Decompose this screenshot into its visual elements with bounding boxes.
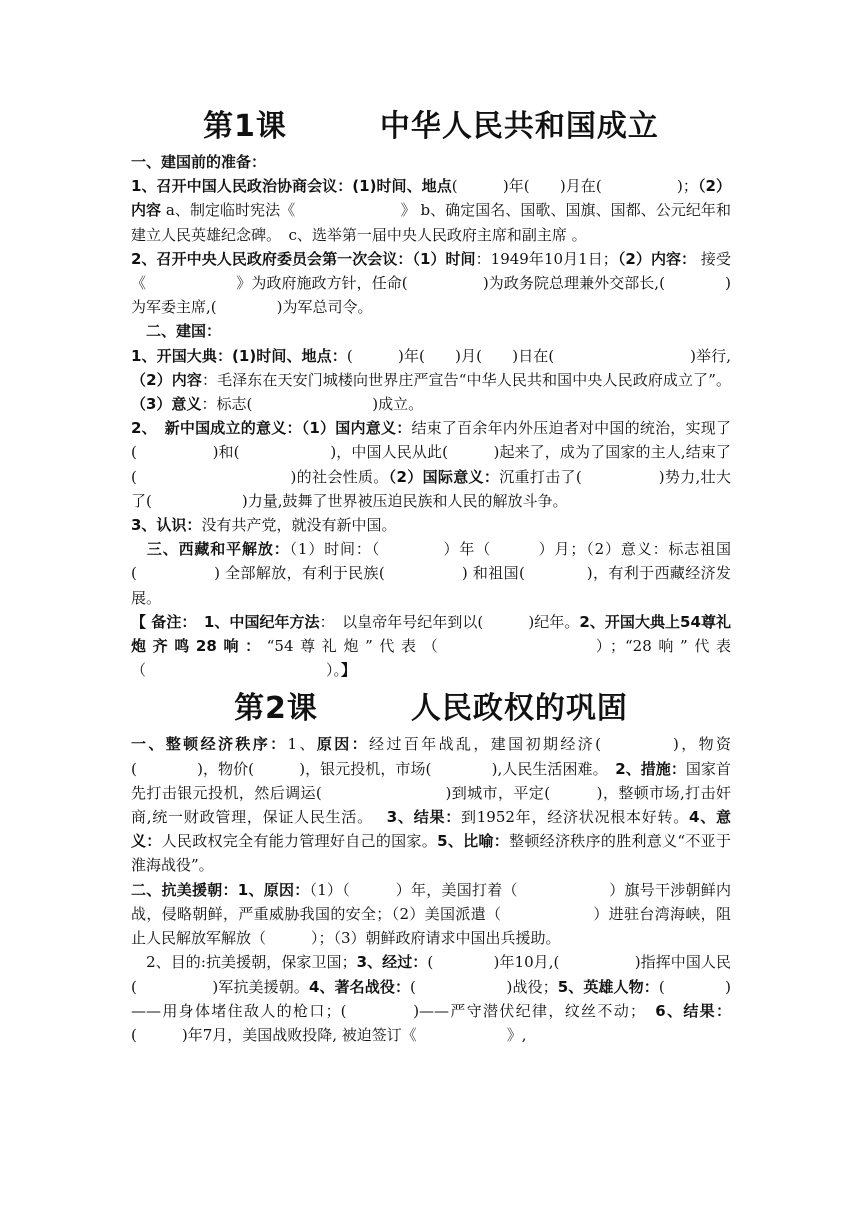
bold-run: 6、结果： <box>655 1001 731 1020</box>
text-run: （1）（ ）年，美国打着（ ）旗号干涉朝鲜内战，侵略朝鲜，严重威胁我国的安全；（2）美国派遣（ ）进驻台湾海峡，阻止人民解放军解放（ ）；（3）朝鲜政府请求中国出兵援助。 <box>131 880 731 948</box>
lesson2-paragraph <box>131 732 731 877</box>
text-run: ( )年7月，美国战败投降, 被迫签订《 》, <box>131 1025 527 1044</box>
lesson1-paragraph <box>131 537 731 610</box>
bold-run: （2）国际意义： <box>388 467 500 486</box>
lesson1-title: 第1课 中华人民共和国成立 <box>203 109 659 144</box>
text-run: ：标志( )成立。 <box>201 395 424 414</box>
text-run: ( )年10月,( )指挥中国人民( )军抗美援朝。 <box>131 953 732 996</box>
bold-run: 一、建国前的准备： <box>131 153 267 171</box>
lesson1-paragraph <box>131 513 731 537</box>
lesson1-paragraph <box>131 319 731 343</box>
bold-run: （3）意义 <box>131 395 202 414</box>
bold-run: 3、认识： <box>131 516 202 535</box>
text-run: ：1949年10月1日； <box>475 249 618 268</box>
bold-run: （2）内容 <box>131 177 731 220</box>
bold-run: 5、英雄人物： <box>557 977 659 996</box>
lesson1-paragraph <box>131 610 731 683</box>
bold-run: 2、开国大典上54尊礼炮齐鸣28响： <box>131 612 731 656</box>
lesson1-paragraph <box>131 416 731 513</box>
lesson1-paragraph <box>131 247 731 320</box>
bold-run: 1、开国大典：(1)时间、地点： <box>131 346 347 365</box>
lesson1-paragraph <box>131 150 731 174</box>
text-run: ( )——用身体堵住敌人的枪口；( )——严守潜伏纪律，纹丝不动； <box>131 977 731 1020</box>
text-run: 整顿经济秩序的胜利意义“不亚于淮海战役”。 <box>131 832 731 875</box>
text-run: ：毛泽东在天安门城楼向世界庄严宣告“中华人民共和国中央人民政府成立了”。 <box>201 370 732 389</box>
text-run: 沉重打击了( )势力,壮大了( )力量,鼓舞了世界被压迫民族和人民的解放斗争。 <box>131 467 731 510</box>
bold-run: 1、召开中国人民政治协商会议：(1)时间、地点 <box>131 177 452 196</box>
bold-run: 3、经过： <box>356 953 428 972</box>
bold-run: 2、措施： <box>615 759 686 778</box>
bold-run: 二、抗美援朝：1、原因： <box>131 880 310 899</box>
bold-run: （2）内容 <box>131 370 202 389</box>
lesson2-title: 第2课 人民政权的巩固 <box>234 691 628 727</box>
bold-run: 二、建国： <box>131 322 222 341</box>
bold-run: 2、召开中央人民政府委员会第一次会议：（1）时间 <box>131 249 476 268</box>
lesson1-paragraph <box>131 174 731 247</box>
lesson1-body <box>131 150 731 682</box>
text-run: 没有共产党，就没有新中国。 <box>201 516 397 535</box>
bold-run: 【 备注： 1、中国纪年方法 <box>131 612 320 631</box>
text-run: 人民政权完全有能力管理好自己的国家。 <box>161 832 438 851</box>
lesson2-paragraph <box>131 878 731 951</box>
text-run: 经过百年战乱，建国初期经济( )，物资( )，物价( )，银元投机，市场( ),人民生活困难。 <box>131 735 731 778</box>
bold-run: 5、比喻： <box>437 832 510 851</box>
text-run: 结束了百余年内外压迫者对中国的统治，实现了( )和( )，中国人民从此( )起来了，成为了国家的主人,结束了( )的社会性质。 <box>131 419 731 486</box>
lesson2-paragraph <box>131 950 731 1047</box>
document-page <box>131 104 731 1047</box>
text-run: “54尊礼炮”代表（ ）；“28响”代表（ ）。 <box>131 637 731 680</box>
bold-run: 3、结果： <box>386 808 461 827</box>
text-run: 到1952年，经济状况根本好转。 <box>460 808 690 827</box>
text-run: （1）时间：（ ）年（ ）月；（2）意义：标志祖国( ) 全部解放，有利于民族( ) 和祖国( )，有利于西藏经济发展。 <box>131 540 731 607</box>
text-run: ( )年( )月在( )； <box>451 177 698 196</box>
bold-run: 4、著名战役： <box>308 977 411 996</box>
text-run: a、制定临时宪法《 》 b、确定国名、国歌、国旗、国都、公元纪年和建立人民英雄纪念碑。 c、选举第一届中央人民政府主席和副主席 。 <box>131 201 731 244</box>
bold-run: 三、西藏和平解放： <box>131 540 290 559</box>
text-run: ( )战役； <box>410 977 558 996</box>
lesson1-paragraph <box>131 344 731 417</box>
text-run: ： 以皇帝年号纪年到以( )纪年。 <box>319 612 580 631</box>
text-run: 接受《 》为政府施政方针，任命( )为政务院总理兼外交部长,( )为军委主席,( )为军总司令。 <box>131 249 731 317</box>
text-run: 国家首先打击银元投机，然后调运( )到城市，平定( )，整顿市场,打击奸商,统一财政管理，保证人民生活。 <box>131 759 732 827</box>
text-run: ( )年( )月( )日在( )举行, <box>346 346 731 365</box>
lesson2-body <box>131 732 731 1047</box>
text-run: 1、 <box>287 735 317 754</box>
bold-run: 4、意义： <box>131 808 732 851</box>
bold-run: 原因： <box>316 735 370 754</box>
bold-run: 】 <box>341 661 357 680</box>
text-run: 2、目的:抗美援朝，保家卫国； <box>131 953 357 972</box>
bold-run: 2、 新中国成立的意义：（1）国内意义： <box>131 419 412 438</box>
bold-run: （2）内容： <box>617 249 697 268</box>
bold-run: 一、整顿经济秩序： <box>131 735 288 754</box>
